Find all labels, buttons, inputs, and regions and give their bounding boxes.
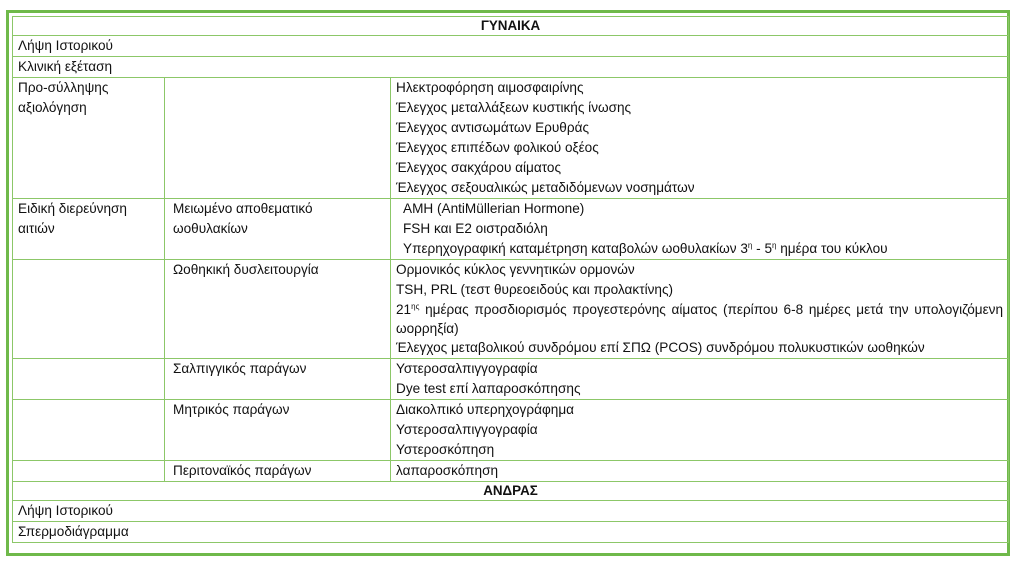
list-item: Υστεροσκόπηση [396, 442, 495, 457]
empty-cell [13, 461, 165, 482]
ovarian-reserve-row [13, 199, 1009, 260]
list-item: Υστεροσαλπιγγογραφία [396, 361, 538, 376]
peritoneal-factor-label: Περιτοναϊκός παράγων [165, 461, 391, 482]
list-item: Έλεγχος σακχάρου αίματος [396, 160, 562, 175]
man-semen-analysis: Σπερμοδιάγραμμα [13, 522, 1009, 543]
preconception-row [13, 78, 1009, 199]
empty-cell [13, 359, 165, 400]
infertility-workup-table [12, 16, 1009, 543]
list-item: AMH (AntiMüllerian Hormone) [403, 201, 585, 216]
woman-exam: Κλινική εξέταση [13, 57, 1009, 78]
peritoneal-factor-row [13, 461, 1009, 482]
specific-causes-label: Ειδική διερεύνηση αιτιών [13, 199, 165, 260]
list-item: Ορμονικός κύκλος γεννητικών ορμονών [396, 262, 635, 277]
list-item: FSH και Ε2 οιστραδιόλη [403, 221, 548, 236]
preconception-tests [391, 78, 1009, 199]
list-item: Έλεγχος αντισωμάτων Ερυθράς [396, 120, 590, 135]
ovarian-reserve-label: Μειωμένο αποθεματικό ωοθυλακίων [165, 199, 391, 260]
woman-history: Λήψη Ιστορικού [13, 36, 1009, 57]
table-row [13, 501, 1009, 522]
list-item: Υστεροσαλπιγγογραφία [396, 422, 538, 437]
uterine-factor-tests [391, 400, 1009, 461]
list-item: Έλεγχος μεταβολικού συνδρόμου επί ΣΠΩ (PCOS) συνδρόμου πολυκυστικών ωοθηκών [396, 340, 925, 355]
list-item: $21^{\eta\varsigma}$ ημέρας προσδιορισμός προγεστερόνης αίματος (περίπου 6-8 ημέρες μετά την υπολογιζόμενη ωορρηξία) [396, 302, 1004, 336]
list-item: Dye test επί λαπαροσκόπησης [396, 381, 581, 396]
list-item: Έλεγχος επιπέδων φολικού οξέος [396, 140, 599, 155]
tubal-factor-row [13, 359, 1009, 400]
table-row [13, 57, 1009, 78]
ovarian-dysfunction-label: Ωοθηκική δυσλειτουργία [165, 260, 391, 359]
woman-header-row [13, 17, 1009, 36]
ovarian-dysfunction-row [13, 260, 1009, 359]
list-item: Ηλεκτροφόρηση αιμοσφαιρίνης [396, 80, 584, 95]
ovarian-reserve-tests [391, 199, 1009, 260]
uterine-factor-label: Μητρικός παράγων [165, 400, 391, 461]
man-history: Λήψη Ιστορικού [13, 501, 1009, 522]
list-item: TSH, PRL (τεστ θυρεοειδούς και προλακτίνης) [396, 282, 674, 297]
list-item: λαπαροσκόπηση [396, 463, 499, 478]
list-item: Διακολπικό υπερηχογράφημα [396, 402, 575, 417]
tubal-factor-label: Σαλπιγγικός παράγων [165, 359, 391, 400]
list-item: Υπερηχογραφική καταμέτρηση καταβολών ωοθυλακίων $3^\eta - 5^\eta$ ημέρα του κύκλου [403, 241, 888, 256]
tubal-factor-tests [391, 359, 1009, 400]
table-row [13, 36, 1009, 57]
man-header-row [13, 482, 1009, 501]
man-header: ΑΝΔΡΑΣ [13, 482, 1009, 501]
empty-cell [13, 260, 165, 359]
list-item: Έλεγχος σεξουαλικώς μεταδιδόμενων νοσημάτων [396, 180, 695, 195]
ovarian-dysfunction-tests [391, 260, 1009, 359]
peritoneal-factor-tests [391, 461, 1009, 482]
preconception-label: Προ-σύλληψης αξιολόγηση [13, 78, 165, 199]
table-row [13, 522, 1009, 543]
preconception-empty-cell [165, 78, 391, 199]
uterine-factor-row [13, 400, 1009, 461]
empty-cell [13, 400, 165, 461]
woman-header: ΓΥΝΑΙΚΑ [13, 17, 1009, 36]
list-item: Έλεγχος μεταλλάξεων κυστικής ίνωσης [396, 100, 632, 115]
